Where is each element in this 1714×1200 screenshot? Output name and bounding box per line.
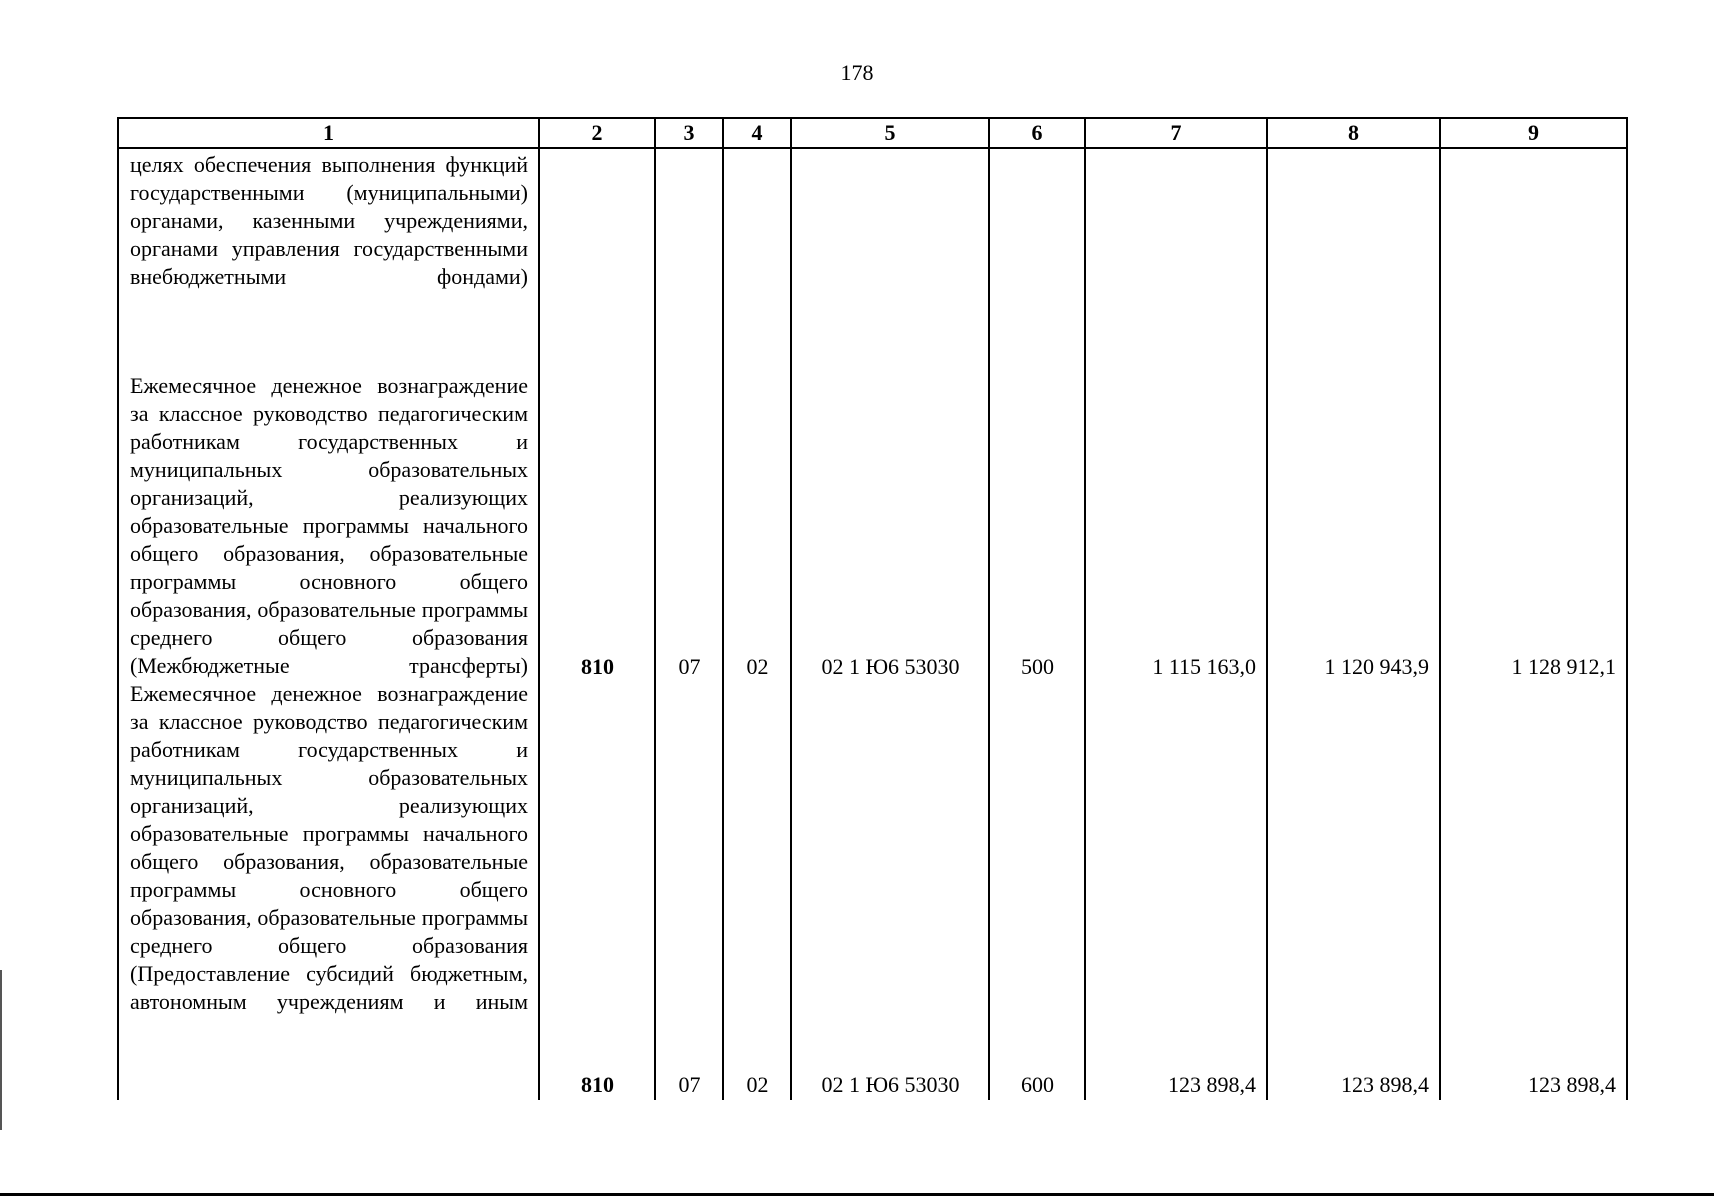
cell-col8: 1 120 943,9 xyxy=(1267,316,1440,680)
table-row xyxy=(118,316,1627,680)
cell-col6: 500 xyxy=(989,316,1085,680)
cell-col4: 02 xyxy=(723,316,791,680)
page-number: 178 xyxy=(840,60,874,85)
header-col-6: 6 xyxy=(989,118,1085,148)
cell-col8: 123 898,4 xyxy=(1267,680,1440,1100)
cell-col7: 123 898,4 xyxy=(1085,680,1267,1100)
table-row xyxy=(118,148,1627,316)
table-row xyxy=(118,680,1627,1100)
cell-col2: 810 xyxy=(539,680,655,1100)
cell-col6: 600 xyxy=(989,680,1085,1100)
header-col-4: 4 xyxy=(723,118,791,148)
cell-col9 xyxy=(1440,148,1627,316)
scan-bottom-rule xyxy=(0,1193,1714,1196)
header-col-5: 5 xyxy=(791,118,989,148)
cell-col4: 02 xyxy=(723,680,791,1100)
header-row xyxy=(118,118,1627,148)
cell-col5 xyxy=(791,148,989,316)
cell-col2: 810 xyxy=(539,316,655,680)
cell-col3: 07 xyxy=(655,316,723,680)
cell-col9: 123 898,4 xyxy=(1440,680,1627,1100)
cell-col2 xyxy=(539,148,655,316)
budget-table xyxy=(117,117,1628,1100)
cell-col3: 07 xyxy=(655,680,723,1100)
cell-col5: 02 1 Ю6 53030 xyxy=(791,680,989,1100)
scan-edge-mark xyxy=(0,970,2,1130)
cell-col4 xyxy=(723,148,791,316)
row-description: Ежемесячное денежное вознаграждение за классное руководство педагогическим работникам государственных и муниципальных образовательных организаций, реализующих образовательные программы начального общего образования, образовательные программы основного общего образования, образовательные программы среднего общего образования (Межбюджетные трансферты) xyxy=(118,316,539,680)
cell-col7: 1 115 163,0 xyxy=(1085,316,1267,680)
header-col-7: 7 xyxy=(1085,118,1267,148)
cell-col7 xyxy=(1085,148,1267,316)
header-col-2: 2 xyxy=(539,118,655,148)
header-col-8: 8 xyxy=(1267,118,1440,148)
row-description: Ежемесячное денежное вознаграждение за классное руководство педагогическим работникам государственных и муниципальных образовательных организаций, реализующих образовательные программы начального общего образования, образовательные программы основного общего образования, образовательные программы среднего общего образования (Предоставление субсидий бюджетным, автономным учреждениям и иным xyxy=(118,680,539,1100)
header-col-1: 1 xyxy=(118,118,539,148)
cell-col6 xyxy=(989,148,1085,316)
cell-col3 xyxy=(655,148,723,316)
row-description: целях обеспечения выполнения функций государственными (муниципальными) органами, казенными учреждениями, органами управления государственными внебюджетными фондами) xyxy=(118,148,539,316)
header-col-9: 9 xyxy=(1440,118,1627,148)
cell-col5: 02 1 Ю6 53030 xyxy=(791,316,989,680)
header-col-3: 3 xyxy=(655,118,723,148)
cell-col8 xyxy=(1267,148,1440,316)
cell-col9: 1 128 912,1 xyxy=(1440,316,1627,680)
